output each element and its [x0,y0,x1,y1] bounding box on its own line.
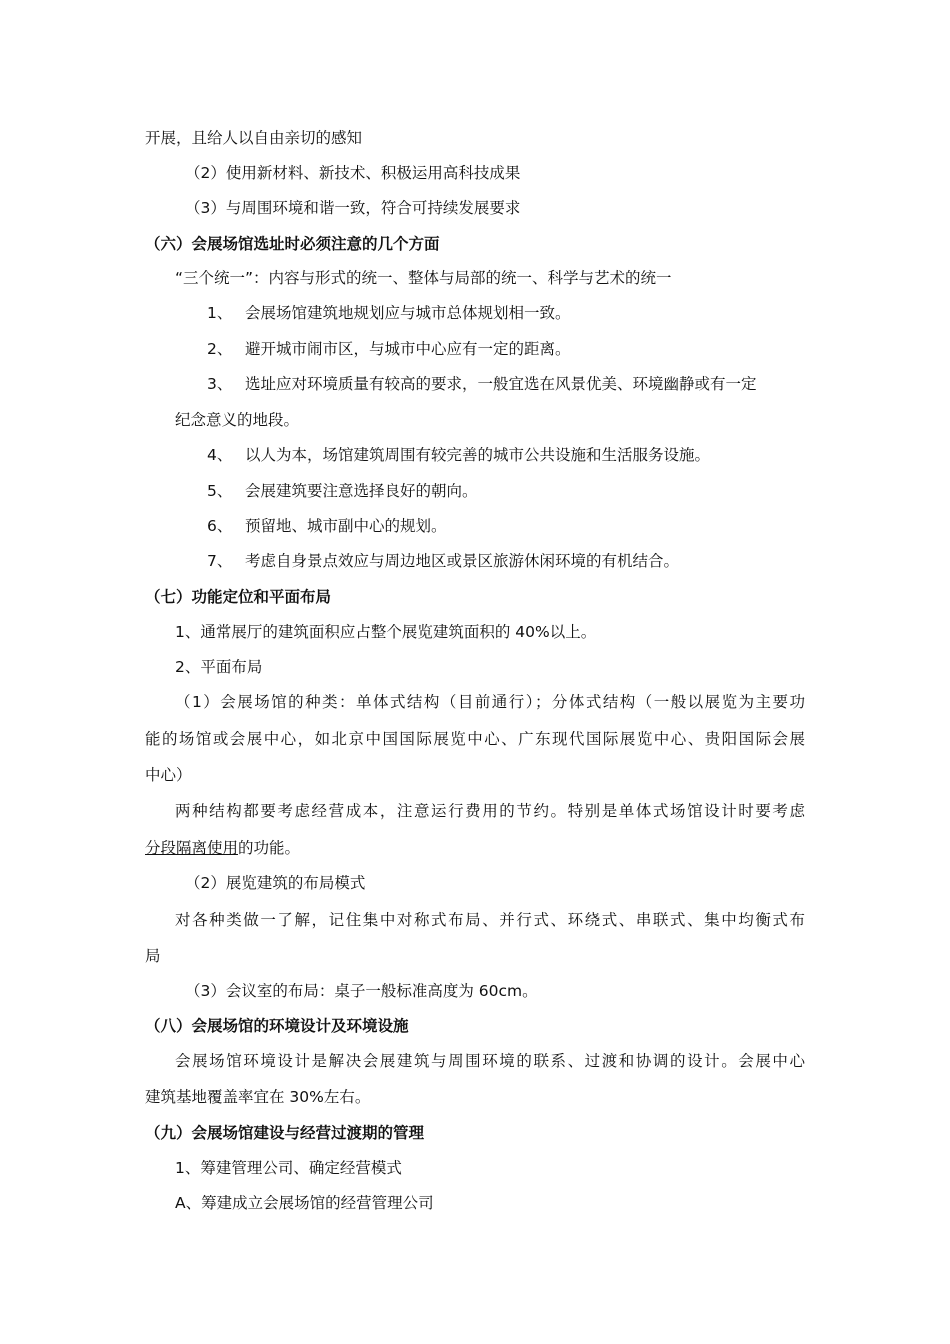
paragraph-line: 2、平面布局 [175,658,263,676]
list-text: 会展建筑要注意选择良好的朝向。 [245,482,478,500]
list-text: 预留地、城市副中心的规划。 [245,517,447,535]
list-number: 7、 [207,552,233,570]
paragraph-line: 中心） [145,766,192,784]
paragraph-line: （3）会议室的布局：桌子一般标准高度为 60cm。 [185,982,538,1000]
list-item [207,303,571,323]
list-number: 6、 [207,517,233,535]
paragraph-line: A、筹建成立会展场馆的经营管理公司 [175,1194,434,1212]
list-item [207,374,757,394]
paragraph-line: 对各种类做一了解，记住集中对称式布局、并行式、环绕式、串联式、集中均衡式布 [175,911,805,929]
paragraph-line: 局 [145,947,161,965]
list-item [207,481,478,501]
section-heading: （六）会展场馆选址时必须注意的几个方面 [145,235,440,253]
list-number: 3、 [207,375,233,393]
list-number: 4、 [207,446,233,464]
list-text: 避开城市闹市区，与城市中心应有一定的距离。 [245,340,571,358]
paragraph-line: 1、筹建管理公司、确定经营模式 [175,1159,402,1177]
paragraph-line: （3）与周围环境和谐一致，符合可持续发展要求 [185,199,521,217]
list-number: 5、 [207,482,233,500]
section-heading: （八）会展场馆的环境设计及环境设施 [145,1017,409,1035]
list-item [207,339,571,359]
list-item [207,516,447,536]
list-text: 选址应对环境质量有较高的要求，一般宜选在风景优美、环境幽静或有一定 [245,375,757,393]
paragraph-line [145,838,300,858]
list-number: 2、 [207,340,233,358]
paragraph-line: （2）使用新材料、新技术、积极运用高科技成果 [185,164,521,182]
list-text: 会展场馆建筑地规划应与城市总体规划相一致。 [245,304,571,322]
paragraph-line: （2）展览建筑的布局模式 [185,874,366,892]
paragraph-line: 两种结构都要考虑经营成本，注意运行费用的节约。特别是单体式场馆设计时要考虑 [175,802,805,820]
section-heading: （七）功能定位和平面布局 [145,588,332,606]
section-heading: （九）会展场馆建设与经营过渡期的管理 [145,1124,425,1142]
list-number: 1、 [207,304,233,322]
list-text: 以人为本，场馆建筑周围有较完善的城市公共设施和生活服务设施。 [245,446,711,464]
paragraph-line: 开展，且给人以自由亲切的感知 [145,129,363,147]
paragraph-line: 建筑基地覆盖率宜在 30%左右。 [145,1088,371,1106]
list-text: 考虑自身景点效应与周边地区或景区旅游休闲环境的有机结合。 [245,552,680,570]
list-item [207,445,710,465]
paragraph-line: 能的场馆或会展中心，如北京中国国际展览中心、广东现代国际展览中心、贵阳国际会展 [145,730,805,748]
paragraph-text: 的功能。 [238,839,301,857]
underlined-text: 分段隔离使用 [145,839,239,857]
paragraph-line: “三个统一”：内容与形式的统一、整体与局部的统一、科学与艺术的统一 [175,269,672,287]
paragraph-line: 1、通常展厅的建筑面积应占整个展览建筑面积的 40%以上。 [175,623,597,641]
paragraph-line: 会展场馆环境设计是解决会展建筑与周围环境的联系、过渡和协调的设计。会展中心 [175,1052,805,1070]
paragraph-line: （1）会展场馆的种类：单体式结构（目前通行）；分体式结构（一般以展览为主要功 [175,693,805,711]
paragraph-line: 纪念意义的地段。 [175,411,300,429]
list-item [207,551,679,571]
